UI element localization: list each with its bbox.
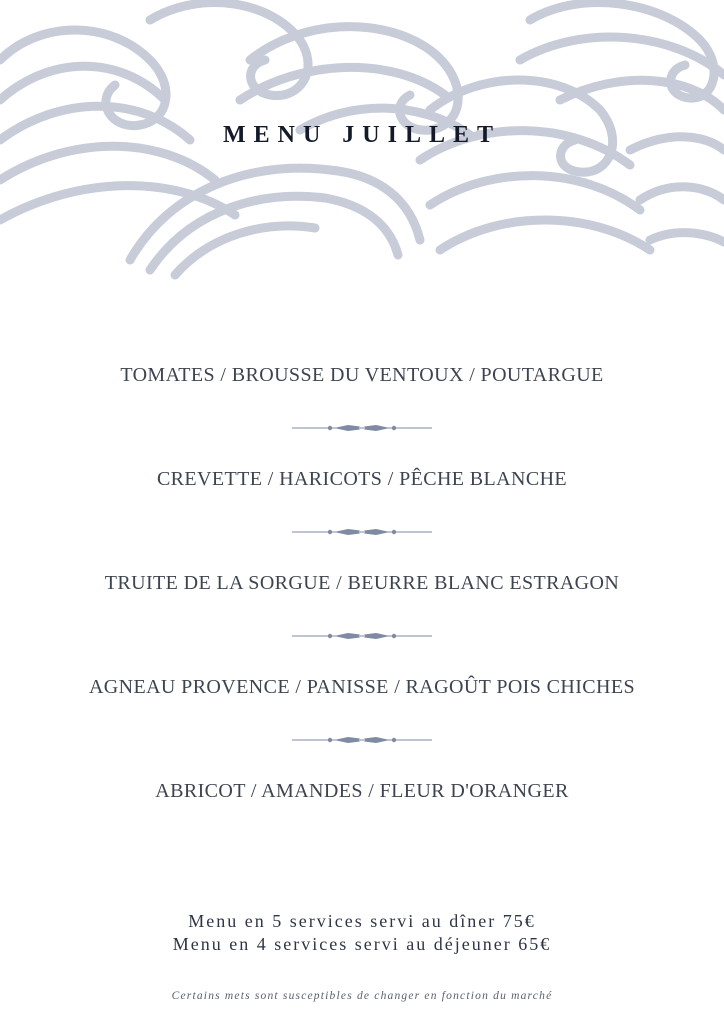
- course-5: ABRICOT / AMANDES / FLEUR D'ORANGER: [155, 780, 569, 802]
- price-block: [0, 910, 724, 956]
- ornament-divider: [292, 734, 432, 746]
- course-3: TRUITE DE LA SORGUE / BEURRE BLANC ESTRAGON: [104, 572, 620, 594]
- ornament-divider: [292, 630, 432, 642]
- price-line-lunch: Menu en 4 services servi au déjeuner 65€: [172, 934, 552, 954]
- menu-title: MENU JUILLET: [222, 122, 502, 148]
- ornament-divider: [292, 526, 432, 538]
- price-line-dinner: Menu en 5 services servi au dîner 75€: [188, 911, 536, 931]
- course-2: CREVETTE / HARICOTS / PÊCHE BLANCHE: [156, 468, 568, 490]
- course-1: TOMATES / BROUSSE DU VENTOUX / POUTARGUE: [120, 364, 604, 386]
- ornament-divider: [292, 422, 432, 434]
- footnote: Certains mets sont susceptibles de changer en fonction du marché: [171, 990, 553, 1002]
- course-4: AGNEAU PROVENCE / PANISSE / RAGOÛT POIS CHICHES: [88, 676, 636, 698]
